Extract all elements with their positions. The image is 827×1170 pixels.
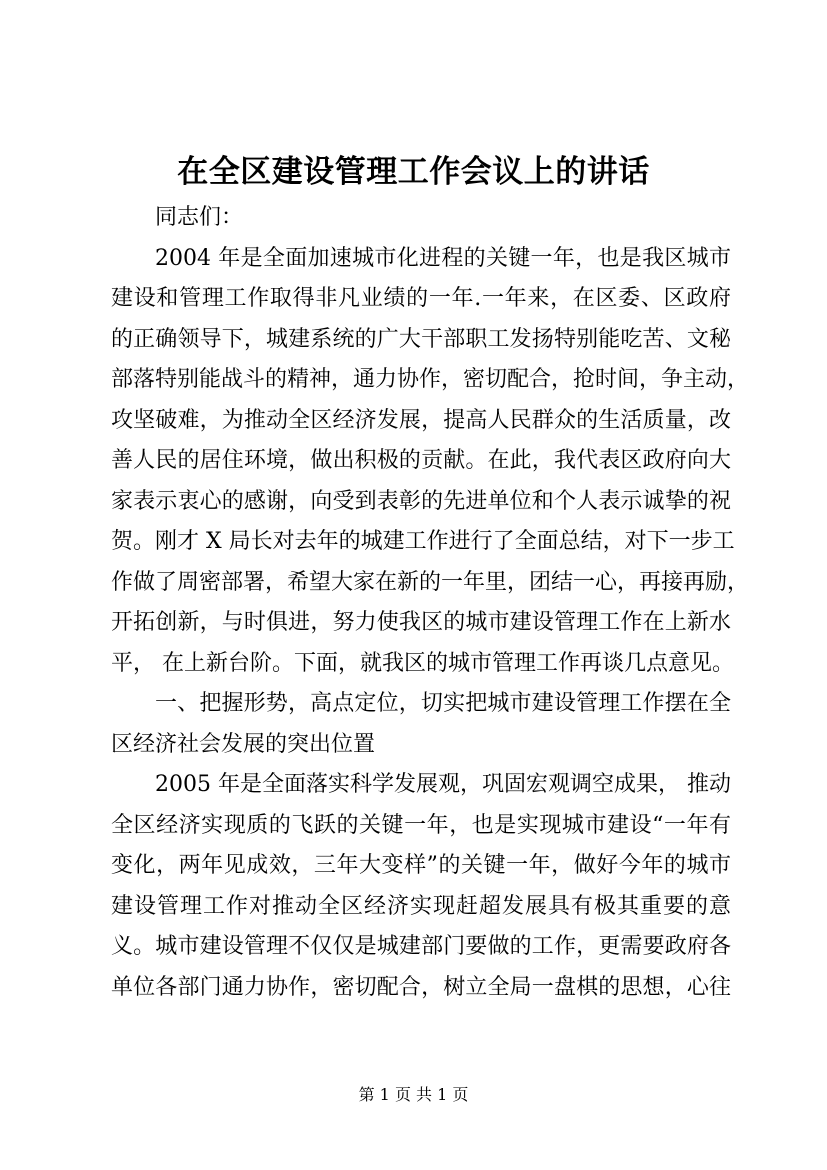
text-line: 的正确领导下，城建系统的广大干部职工发扬特别能吃苦、文秘 (111, 326, 731, 352)
text-line: 义。城市建设管理不仅仅是城建部门要做的工作，更需要政府各 (111, 934, 731, 959)
paragraph-lines (111, 239, 750, 1009)
text-line: 一、把握形势，高点定位，切实把城市建设管理工作摆在全 (155, 691, 731, 716)
text-line: 变化，两年见成效，三年大变样”的关键一年，做好今年的城市 (111, 853, 731, 878)
text-line: 作做了周密部署，希望大家在新的一年里，团结一心，再接再励， (111, 569, 750, 595)
text-line: 开拓创新，与时俱进，努力使我区的城市建设管理工作在上新水 (111, 610, 731, 635)
document-body (111, 198, 750, 1008)
text-line: 部落特别能战斗的精神，通力协作，密切配合，抢时间，争主动， (111, 367, 750, 392)
text-line: 单位各部门通力协作，密切配合，树立全局一盘棋的思想，心往 (111, 974, 731, 1000)
text-line: 区经济社会发展的突出位置 (111, 731, 376, 757)
text-line: 贺。刚才 X 局长对去年的城建工作进行了全面总结，对下一步工 (111, 529, 735, 554)
text-line: 家表示衷心的感谢，向受到表彰的先进单位和个人表示诚挚的祝 (111, 488, 731, 514)
page-footer: 第 1 页 共 1 页 (358, 1085, 469, 1104)
text-line: 攻坚破难，为推动全区经济发展，提高人民群众的生活质量，改 (111, 407, 731, 433)
text-line: 建设和管理工作取得非凡业绩的一年.一年来，在区委、区政府 (111, 286, 731, 311)
text-line: 建设管理工作对推动全区经济实现赶超发展具有极其重要的意 (111, 893, 731, 919)
greeting: 同志们： (155, 205, 244, 230)
document-title: 在全区建设管理工作会议上的讲话 (177, 154, 650, 190)
text-line: 善人民的居住环境，做出积极的贡献。在此，我代表区政府向大 (111, 448, 731, 473)
text-line: 2004 年是全面加速城市化进程的关键一年，也是我区城市 (155, 245, 731, 271)
text-line: 平， 在上新台阶。下面，就我区的城市管理工作再谈几点意见。 (111, 650, 734, 676)
text-line: 2005 年是全面落实科学发展观，巩固宏观调空成果， 推动 (155, 772, 731, 797)
text-line: 全区经济实现质的飞跃的关键一年，也是实现城市建设“一年有 (111, 812, 731, 838)
